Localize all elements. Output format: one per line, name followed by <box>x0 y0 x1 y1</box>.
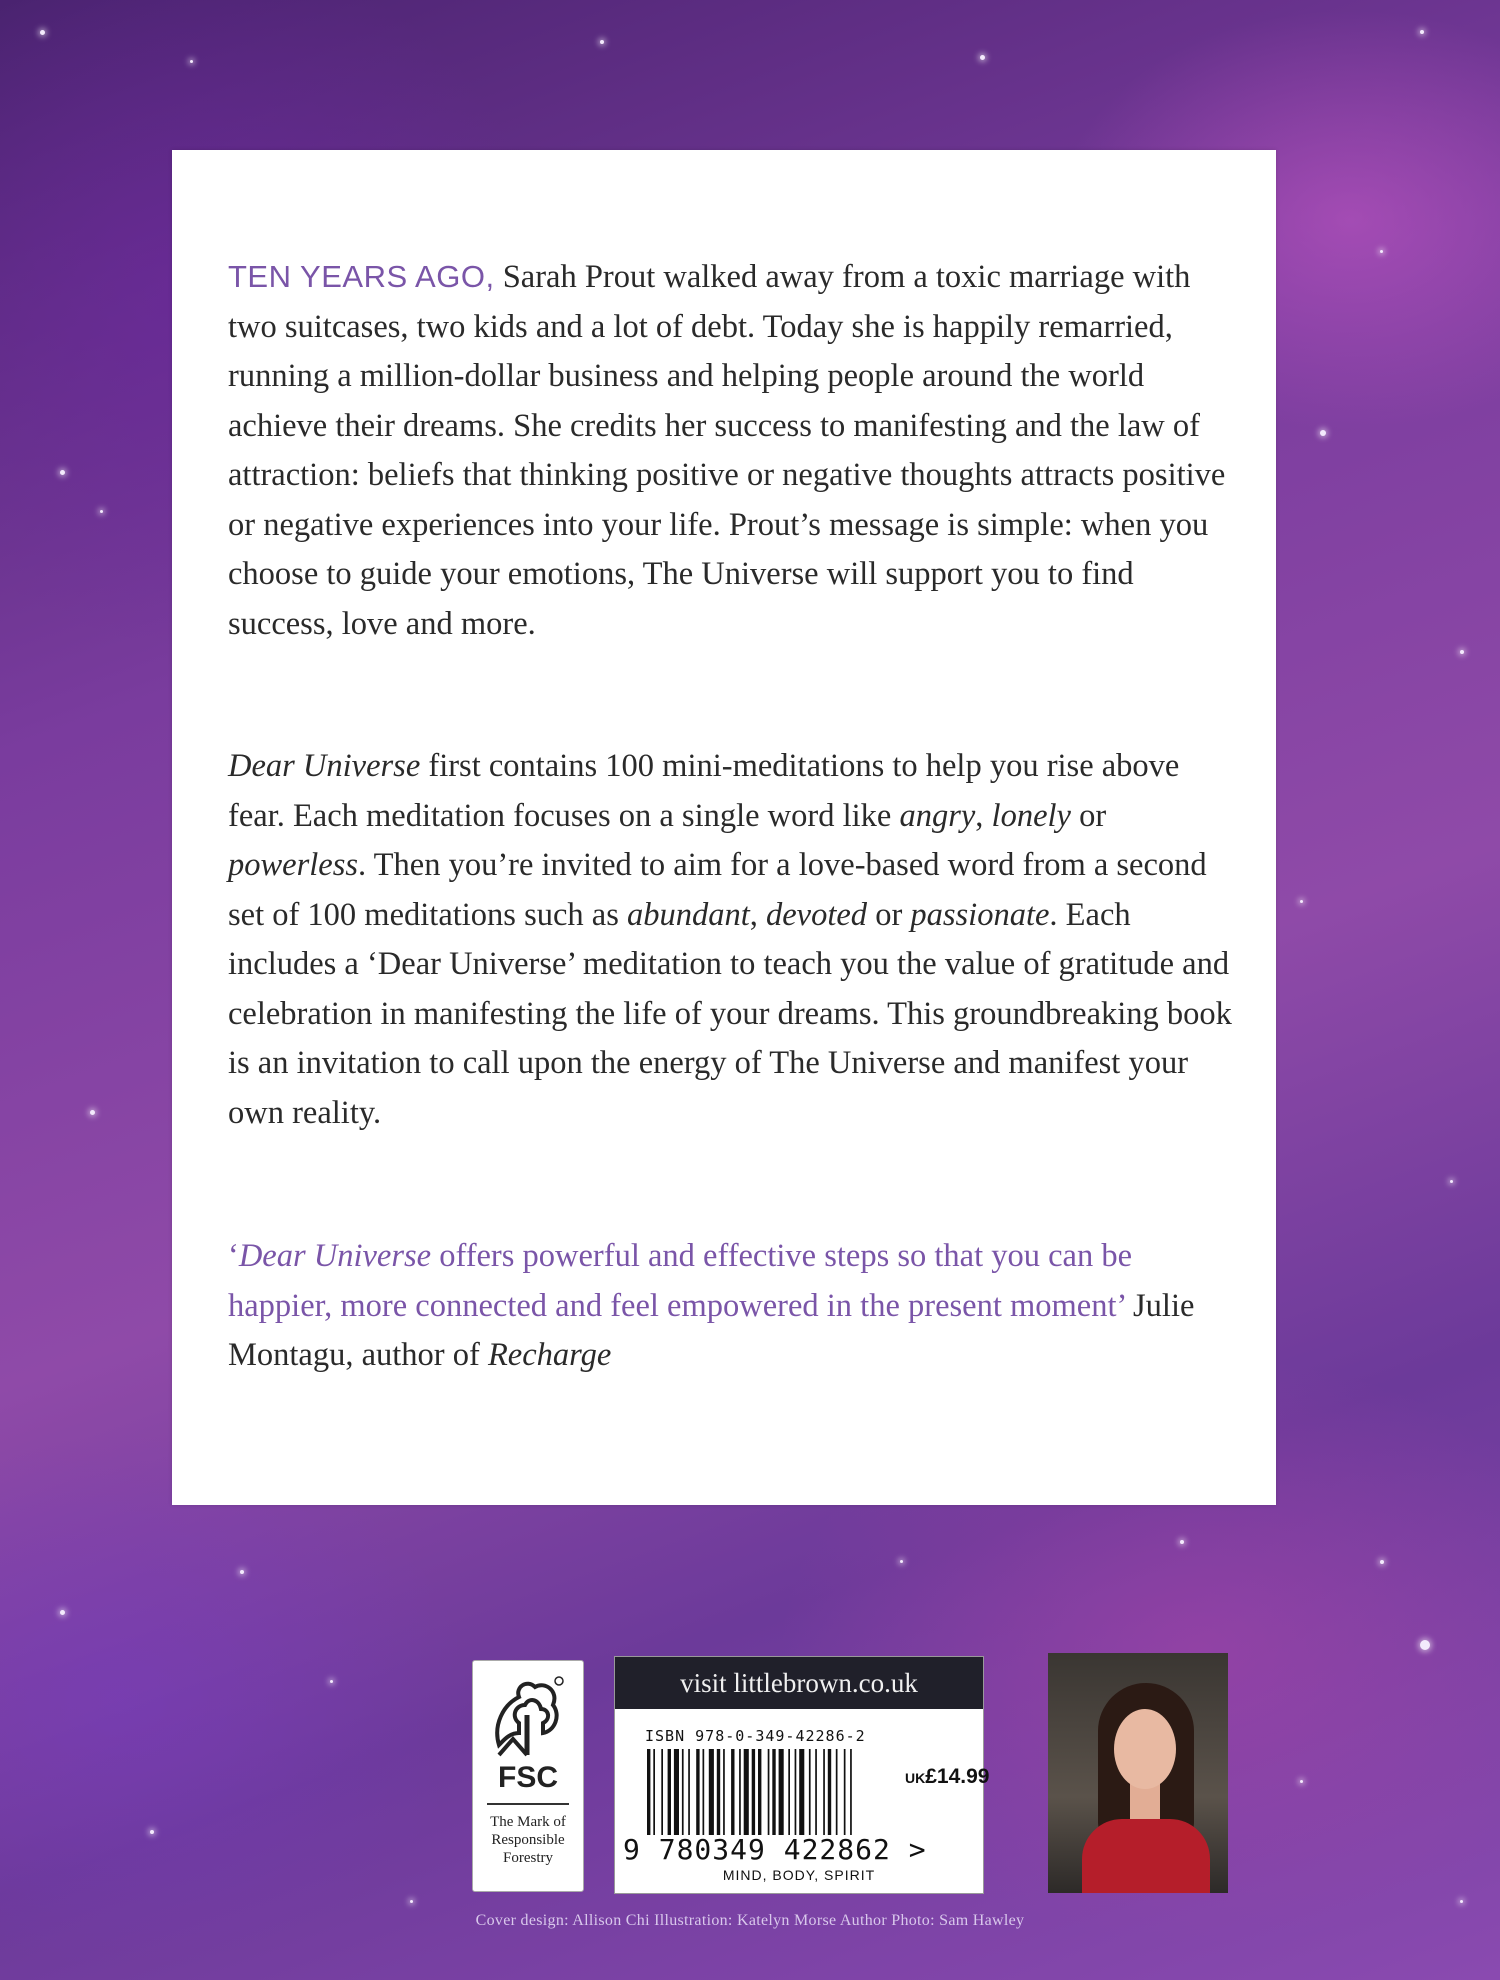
fsc-motto <box>473 1813 583 1867</box>
review-quote <box>228 1232 1238 1381</box>
barcode-bar <box>674 1749 679 1835</box>
publisher-url[interactable]: visit littlebrown.co.uk <box>615 1657 983 1709</box>
barcode-bar <box>739 1749 741 1835</box>
barcode-bar <box>758 1749 761 1835</box>
barcode-bar <box>836 1749 838 1835</box>
blurb-lead: TEN YEARS AGO, <box>228 259 495 294</box>
word-passionate: passionate <box>910 896 1050 933</box>
blurb-paragraph-2-text-a: first contains 100 mini-meditations to help you rise above fear. Each meditation focuses on a single word like <box>228 748 1180 834</box>
price-prefix: UK <box>905 1770 926 1786</box>
barcode-bar <box>799 1749 804 1835</box>
barcode-bar <box>696 1749 699 1835</box>
isbn-label: ISBN 978-0-349-42286-2 <box>645 1727 866 1745</box>
author-photo <box>1048 1653 1228 1893</box>
barcode-bar <box>703 1749 705 1835</box>
barcode-bar <box>668 1749 671 1835</box>
barcode-bar <box>717 1749 720 1835</box>
separator: or <box>867 896 911 933</box>
barcode-bar <box>809 1749 811 1835</box>
barcode-bar <box>815 1749 817 1835</box>
fsc-label: FSC <box>498 1761 558 1794</box>
quote-book-title: Dear Universe <box>238 1238 432 1274</box>
barcode-bar <box>653 1749 655 1835</box>
barcode-bar <box>772 1749 775 1835</box>
barcode-bar <box>723 1749 725 1835</box>
barcode-bar <box>682 1749 684 1835</box>
barcode-panel <box>614 1656 990 1894</box>
fsc-logo <box>472 1660 584 1892</box>
barcode-digits: 9 780349 422862 > <box>623 1833 927 1866</box>
fsc-motto-line: Forestry <box>503 1850 553 1866</box>
barcode-bar <box>661 1749 663 1835</box>
barcode-bar <box>788 1749 790 1835</box>
barcode-bar <box>647 1749 650 1835</box>
barcode-bar <box>779 1749 784 1835</box>
author-face <box>1114 1709 1176 1789</box>
author-top <box>1082 1819 1210 1893</box>
fsc-tree-icon <box>489 1675 565 1759</box>
barcode-bar <box>828 1749 831 1835</box>
barcode-bar <box>709 1749 714 1835</box>
blurb-paragraph-1-text: Sarah Prout walked away from a toxic marriage with two suitcases, two kids and a lot of debt. Today she is happily remarried, running a million-dollar business and helping people around the world achieve their dreams. She credits her success to manifesting and the law of attraction: beliefs that thinking positive or negative thoughts attracts positive or negative experiences into your life. Prout’s message is simple: when you choose to guide your emotions, The Universe will support you to find success, love and more. <box>228 259 1226 642</box>
quote-attribution: Julie Montagu, author of <box>228 1287 1195 1373</box>
word-abundant: abundant <box>626 896 750 933</box>
barcode-bar <box>823 1749 825 1835</box>
word-angry: angry <box>899 797 976 834</box>
blurb-paragraph-2-text-c: . Each includes a ‘Dear Universe’ meditation to teach you the value of gratitude and celebration in manifesting the life of your dreams. This groundbreaking book is an invitation to call upon the energy of The Universe and manifest your own reality. <box>228 896 1232 1131</box>
barcode-bar <box>752 1749 755 1835</box>
barcode-bar <box>850 1749 852 1835</box>
quote-open: ‘ <box>228 1238 239 1274</box>
fsc-divider <box>487 1803 569 1805</box>
fsc-motto-line: The Mark of <box>490 1814 566 1830</box>
barcode-bar <box>844 1749 846 1835</box>
word-powerless: powerless <box>228 847 358 883</box>
book-title: Dear Universe <box>228 748 421 784</box>
barcode-bar <box>731 1749 734 1835</box>
barcode-bar <box>768 1749 770 1835</box>
blurb-paragraph-2-text-b: . Then you’re invited to aim for a love-based word from a second set of 100 meditations such as <box>228 847 1207 933</box>
cover-credits: Cover design: Allison Chi Illustration: Katelyn Morse Author Photo: Sam Hawley <box>475 1912 1025 1929</box>
barcode-icon <box>645 1749 915 1835</box>
separator: , <box>749 896 766 933</box>
word-devoted: devoted <box>766 896 868 933</box>
genre-label: MIND, BODY, SPIRIT <box>722 1867 876 1883</box>
separator: , <box>975 797 992 834</box>
blurb-panel <box>172 150 1276 1505</box>
barcode-bar <box>744 1749 749 1835</box>
quote-body: offers powerful and effective steps so that you can be happier, more connected and feel empowered in the present moment’ <box>228 1238 1133 1324</box>
fsc-motto-line: Responsible <box>491 1832 565 1848</box>
blurb-paragraph-1 <box>228 252 1238 649</box>
barcode-bar <box>688 1749 690 1835</box>
price <box>905 1765 989 1789</box>
barcode-bar <box>795 1749 797 1835</box>
quote-source-title: Recharge <box>487 1337 612 1373</box>
price-value: £14.99 <box>925 1765 990 1788</box>
word-lonely: lonely <box>991 797 1071 834</box>
blurb-paragraph-2 <box>228 742 1238 1138</box>
separator: or <box>1070 797 1107 834</box>
